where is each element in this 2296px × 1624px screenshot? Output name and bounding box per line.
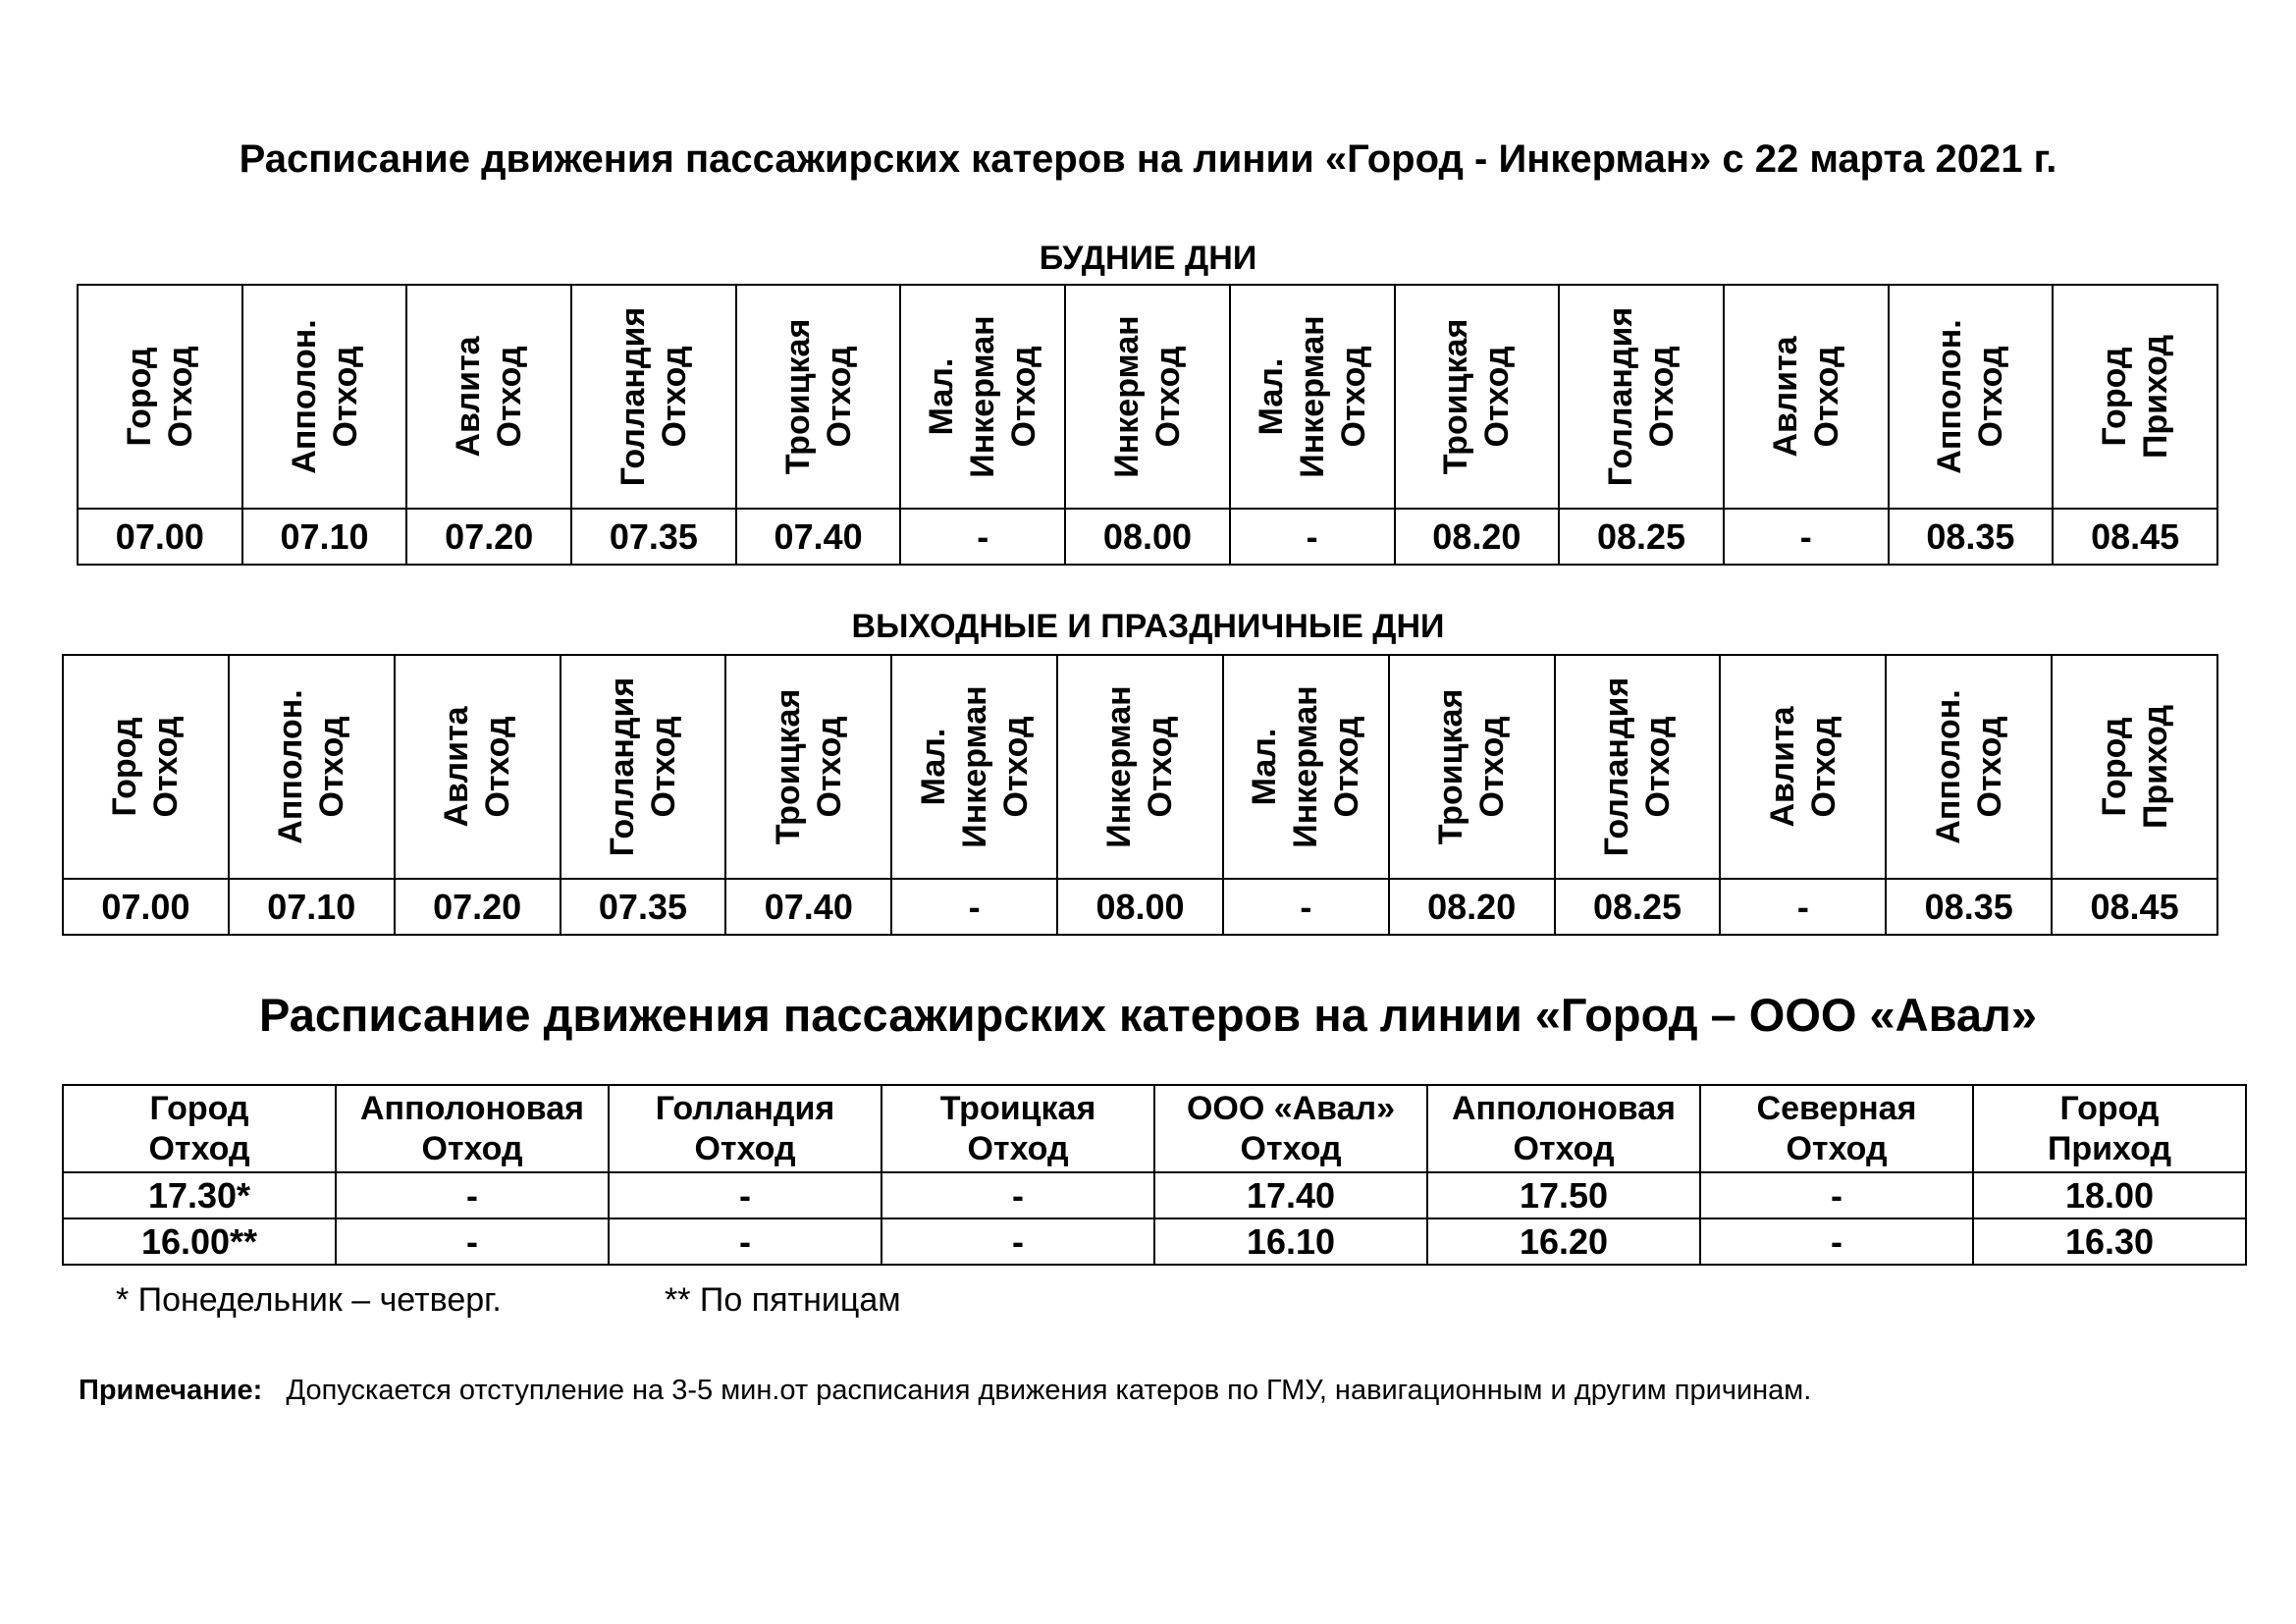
header-cell: Троицкая Отход: [881, 1085, 1154, 1172]
header-cell: Апполон. Отход: [1889, 285, 2054, 509]
time-cell: 17.40: [1154, 1172, 1427, 1218]
header-cell: Инкерман Отход: [1065, 285, 1230, 509]
header-cell: Мал. Инкерман Отход: [1230, 285, 1395, 509]
aval-table: [62, 1084, 2247, 1266]
table-row: [63, 1218, 2246, 1265]
time-cell: 07.00: [63, 879, 229, 935]
holidays-heading: ВЫХОДНЫЕ И ПРАЗДНИЧНЫЕ ДНИ: [851, 608, 1445, 645]
header-cell: Голландия Отход: [1555, 655, 1721, 879]
time-cell: -: [609, 1172, 881, 1218]
time-cell: 07.00: [78, 509, 242, 565]
header-cell: Апполон. Отход: [242, 285, 407, 509]
header-cell: Авлита Отход: [1724, 285, 1889, 509]
time-cell: 08.20: [1395, 509, 1560, 565]
table-row: [63, 879, 2217, 935]
header-cell: Город Отход: [63, 655, 229, 879]
table-row: [63, 1172, 2246, 1218]
inkerman-schedule-title: Расписание движения пассажирских катеров на линии «Город - Инкерман» с 22 марта 2021 г.: [239, 137, 2057, 181]
time-cell: 08.25: [1559, 509, 1724, 565]
header-cell: Город Приход: [2053, 285, 2217, 509]
time-cell: 07.10: [242, 509, 407, 565]
header-cell: Апполоновая Отход: [1427, 1085, 1700, 1172]
time-cell: 08.35: [1889, 509, 2054, 565]
time-cell: 17.50: [1427, 1172, 1700, 1218]
time-cell: 07.20: [395, 879, 561, 935]
header-cell: Северная Отход: [1700, 1085, 1973, 1172]
time-cell: -: [1223, 879, 1389, 935]
aval-schedule-title: Расписание движения пассажирских катеров на линии «Город – ООО «Авал»: [258, 989, 2038, 1041]
weekdays-heading: БУДНИЕ ДНИ: [1039, 240, 1257, 277]
time-cell: -: [881, 1172, 1154, 1218]
table-row: [78, 509, 2217, 565]
time-cell: 17.30*: [63, 1172, 336, 1218]
header-cell: Голландия Отход: [1559, 285, 1724, 509]
time-cell: 08.00: [1057, 879, 1223, 935]
time-cell: 16.10: [1154, 1218, 1427, 1265]
header-cell: Троицкая Отход: [736, 285, 901, 509]
time-cell: 08.45: [2053, 509, 2217, 565]
time-cell: 07.20: [406, 509, 571, 565]
header-cell: Инкерман Отход: [1057, 655, 1223, 879]
time-cell: -: [1700, 1172, 1973, 1218]
header-cell: Апполон. Отход: [229, 655, 395, 879]
time-cell: 07.10: [229, 879, 395, 935]
header-cell: ООО «Авал» Отход: [1154, 1085, 1427, 1172]
footnote-mon-thu: * Понедельник – четверг.: [116, 1281, 502, 1319]
time-cell: 08.20: [1389, 879, 1555, 935]
header-row: [78, 285, 2217, 509]
time-cell: 07.35: [571, 509, 736, 565]
time-cell: 07.40: [736, 509, 901, 565]
holidays-table: [62, 654, 2218, 936]
header-cell: Троицкая Отход: [1395, 285, 1560, 509]
header-cell: Город Отход: [78, 285, 242, 509]
header-cell: Апполон. Отход: [1886, 655, 2052, 879]
time-cell: 18.00: [1973, 1172, 2246, 1218]
footnote-friday: ** По пятницам: [665, 1281, 901, 1319]
time-cell: -: [881, 1218, 1154, 1265]
header-cell: Авлита Отход: [1720, 655, 1886, 879]
time-cell: 16.20: [1427, 1218, 1700, 1265]
time-cell: -: [891, 879, 1057, 935]
time-cell: 08.35: [1886, 879, 2052, 935]
time-cell: -: [900, 509, 1065, 565]
header-cell: Апполоновая Отход: [336, 1085, 609, 1172]
time-cell: 07.35: [561, 879, 726, 935]
header-cell: Голландия Отход: [561, 655, 726, 879]
header-row: [63, 1085, 2246, 1172]
header-cell: Троицкая Отход: [725, 655, 891, 879]
header-cell: Мал. Инкерман Отход: [891, 655, 1057, 879]
header-cell: Город Отход: [63, 1085, 336, 1172]
header-cell: Город Приход: [2052, 655, 2217, 879]
time-cell: -: [1230, 509, 1395, 565]
time-cell: -: [336, 1172, 609, 1218]
note-text: Допускается отступление на 3-5 мин.от расписания движения катеров по ГМУ, навигационным и другим причинам.: [286, 1375, 1812, 1406]
header-cell: Авлита Отход: [395, 655, 561, 879]
header-cell: Голландия Отход: [609, 1085, 881, 1172]
note-label: Примечание:: [79, 1375, 263, 1406]
header-row: [63, 655, 2217, 879]
time-cell: -: [1720, 879, 1886, 935]
header-cell: Голландия Отход: [571, 285, 736, 509]
time-cell: 08.45: [2052, 879, 2217, 935]
weekdays-table: [77, 284, 2218, 566]
time-cell: 07.40: [725, 879, 891, 935]
time-cell: -: [609, 1218, 881, 1265]
time-cell: 08.00: [1065, 509, 1230, 565]
time-cell: -: [1724, 509, 1889, 565]
time-cell: 16.00**: [63, 1218, 336, 1265]
time-cell: 16.30: [1973, 1218, 2246, 1265]
time-cell: 08.25: [1555, 879, 1721, 935]
header-cell: Авлита Отход: [406, 285, 571, 509]
time-cell: -: [1700, 1218, 1973, 1265]
note: [79, 1375, 1811, 1407]
header-cell: Троицкая Отход: [1389, 655, 1555, 879]
header-cell: Мал. Инкерман Отход: [1223, 655, 1389, 879]
header-cell: Мал. Инкерман Отход: [900, 285, 1065, 509]
header-cell: Город Приход: [1973, 1085, 2246, 1172]
time-cell: -: [336, 1218, 609, 1265]
